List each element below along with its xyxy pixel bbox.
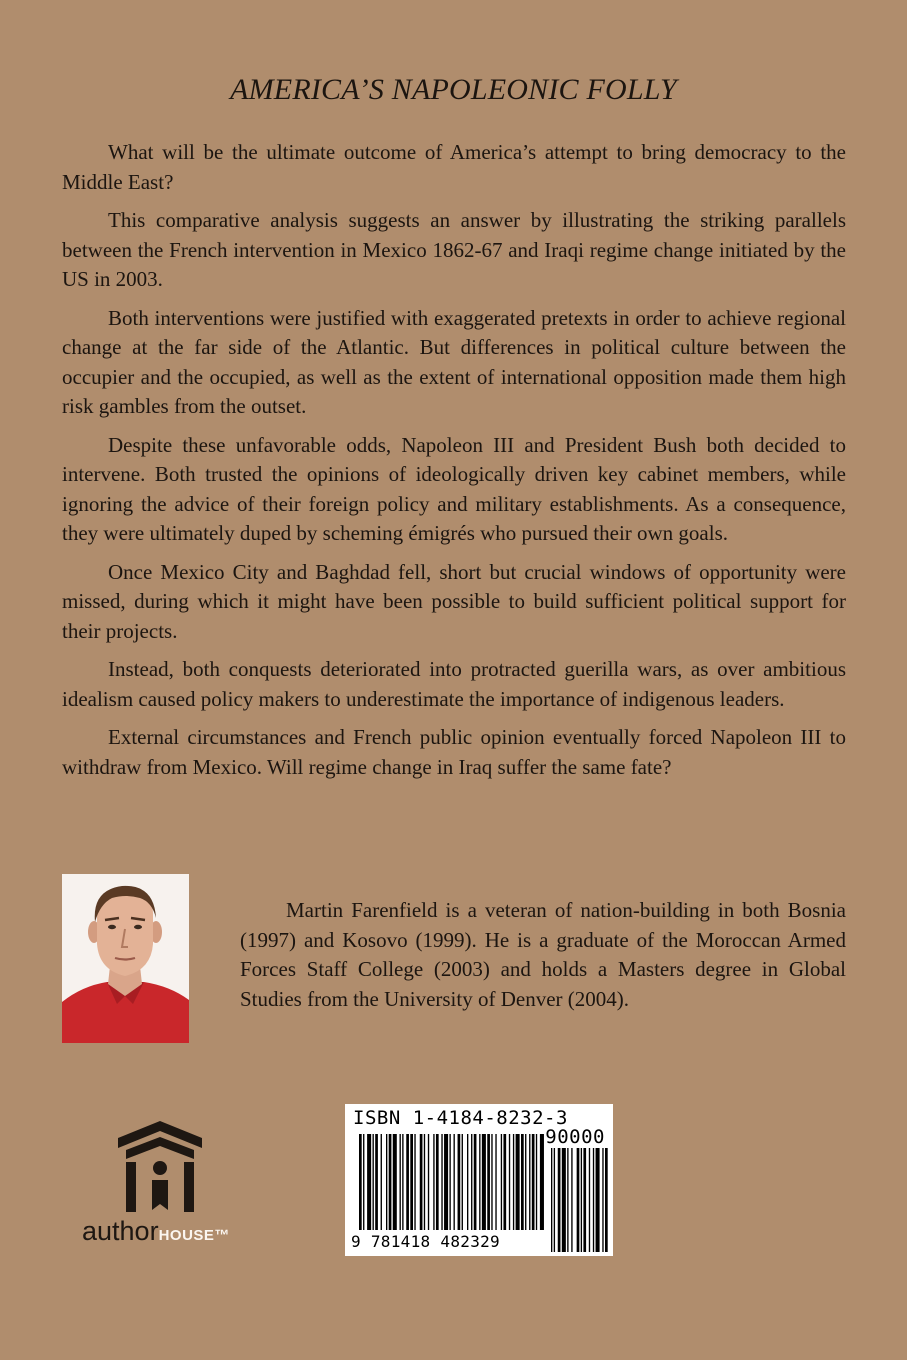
barcode-bar	[436, 1134, 439, 1230]
barcode-bar	[375, 1134, 378, 1230]
barcode-bar	[367, 1134, 371, 1230]
barcode-bar	[373, 1134, 374, 1230]
barcode-addon-bar	[605, 1148, 608, 1252]
barcode-bar	[410, 1134, 413, 1230]
barcode-addon-bar	[577, 1148, 580, 1252]
barcode-addon-bar	[583, 1148, 586, 1252]
author-portrait-icon	[62, 874, 189, 1043]
publisher-trademark: ™	[214, 1227, 230, 1244]
barcode-bar	[471, 1134, 472, 1230]
barcode-addon-bar	[558, 1148, 561, 1252]
barcode-bar	[433, 1134, 434, 1230]
barcode-bar	[482, 1134, 486, 1230]
barcode-addon-bar	[554, 1148, 555, 1252]
barcode-addon-bar	[581, 1148, 582, 1252]
publisher-logo-text	[82, 1216, 230, 1247]
barcode-bar	[474, 1134, 477, 1230]
barcode-bar	[462, 1134, 463, 1230]
author-photo	[62, 874, 189, 1043]
barcode-bar	[449, 1134, 450, 1230]
blurb-paragraph-1: What will be the ultimate outcome of America’s attempt to bring democracy to the Middle East?	[62, 140, 846, 194]
barcode-addon-bar	[571, 1148, 572, 1252]
barcode-bar	[420, 1134, 423, 1230]
publisher-name-author: author	[82, 1216, 159, 1246]
blurb-paragraph-3: Both interventions were justified with exaggerated pretexts in order to achieve regional change at the far side of the Atlantic. But differences in political culture between the occupier and the occupied, as well as the extent of international opposition made them high risk gambles from the outset.	[62, 305, 846, 418]
barcode-bar	[479, 1134, 480, 1230]
barcode-bar	[521, 1134, 524, 1230]
blurb-paragraph-4: Despite these unfavorable odds, Napoleon III and President Bush both decided to intervene. Both trusted the opinions of ideologically driven key cabinet members, while ignoring the advice of their foreign policy and military establishments. As a consequence, they were ultimately duped by scheming émigrés who pursued their own goals.	[62, 432, 846, 545]
barcode-bar	[532, 1134, 535, 1230]
barcode-bar	[424, 1134, 425, 1230]
barcode-bar	[529, 1134, 530, 1230]
blurb-paragraph-7: External circumstances and French public opinion eventually forced Napoleon III to withdraw from Mexico. Will regime change in Iraq suffer the same fate?	[62, 725, 846, 779]
blurb	[62, 138, 846, 791]
barcode-bar	[503, 1134, 506, 1230]
barcode-addon-bar	[567, 1148, 568, 1252]
ean-digits: 9 781418 482329	[351, 1232, 500, 1251]
barcode-addon-bar	[596, 1148, 600, 1252]
barcode-bar	[406, 1134, 409, 1230]
barcode-bar	[501, 1134, 502, 1230]
barcode-bar	[513, 1134, 514, 1230]
barcode-bar	[495, 1134, 496, 1230]
isbn-barcode	[345, 1104, 613, 1256]
barcode-bar	[386, 1134, 387, 1230]
barcode-bar	[525, 1134, 526, 1230]
barcode-bar	[389, 1134, 392, 1230]
barcode-bar	[441, 1134, 442, 1230]
barcode-addon-bar	[589, 1148, 590, 1252]
barcode-bar	[393, 1134, 397, 1230]
barcode-addon-bar	[593, 1148, 594, 1252]
barcode-bar	[516, 1134, 520, 1230]
barcode-bar	[400, 1134, 401, 1230]
barcode-bar	[444, 1134, 448, 1230]
barcode-bar	[359, 1134, 362, 1230]
book-title: AMERICA’S NAPOLEONIC FOLLY	[230, 73, 677, 106]
blurb-paragraph-5: Once Mexico City and Baghdad fell, short but crucial windows of opportunity were missed, during which it might have been possible to build sufficient political support for their projects.	[62, 559, 846, 643]
barcode-bar	[363, 1134, 364, 1230]
barcode-bar	[414, 1134, 415, 1230]
barcode-bar	[428, 1134, 429, 1230]
publisher-name-house: HOUSE	[158, 1227, 215, 1244]
barcode-bar	[467, 1134, 468, 1230]
barcode-bar	[491, 1134, 492, 1230]
barcode-bar	[402, 1134, 403, 1230]
barcode-bar	[458, 1134, 461, 1230]
barcode-addon-bar	[562, 1148, 566, 1252]
blurb-paragraph-2: This comparative analysis suggests an answer by illustrating the striking parallels between the French intervention in Mexico 1862-67 and Iraqi regime change initiated by the US in 2003.	[62, 208, 846, 291]
blurb-paragraph-6: Instead, both conquests deteriorated into protracted guerilla wars, as over ambitious idealism caused policy makers to underestimate the importance of indigenous leaders.	[62, 657, 846, 711]
barcode-bar	[540, 1134, 544, 1230]
barcode-bar	[487, 1134, 490, 1230]
barcode-bar	[381, 1134, 382, 1230]
barcode-addon-bar	[551, 1148, 552, 1252]
author-bio: Martin Farenfield is a veteran of nation-building in both Bosnia (1997) and Kosovo (1999). He is a graduate of the Moroccan Armed Forces Staff College (2003) and holds a Masters degree in Global Studies from the University of Denver (2004).	[240, 898, 846, 1011]
isbn-label: ISBN 1-4184-8232-3	[353, 1107, 568, 1129]
barcode-addon-bar	[602, 1148, 603, 1252]
barcode-bar	[509, 1134, 510, 1230]
barcode-bar	[454, 1134, 455, 1230]
price-code: 90000	[545, 1126, 605, 1148]
barcode-bar	[536, 1134, 537, 1230]
